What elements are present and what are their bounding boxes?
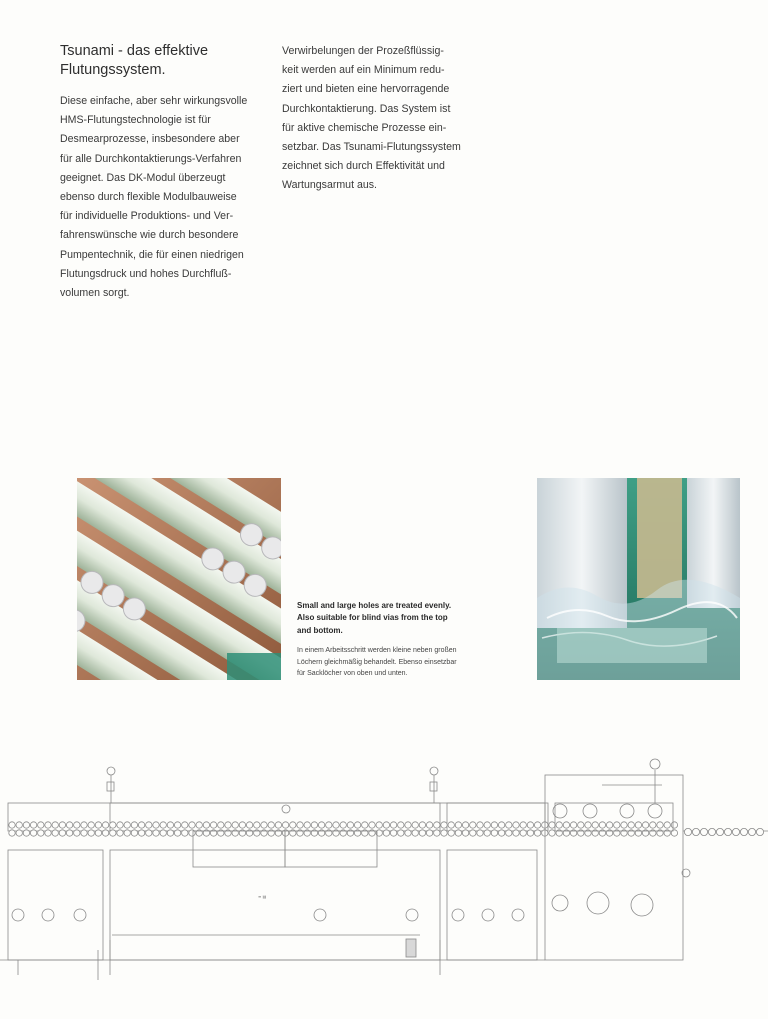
- roller-mark: [124, 822, 130, 828]
- roller-mark: [434, 830, 440, 836]
- text-line: keit werden auf ein Minimum redu-: [282, 64, 445, 77]
- roller-mark: [182, 830, 188, 836]
- roller-mark: [95, 830, 101, 836]
- text-line: Flutungsdruck und hohes Durchfluß-: [60, 267, 232, 280]
- text-line: ebenso durch flexible Modulbauweise: [60, 191, 237, 204]
- text-line: Diese einfache, aber sehr wirkungsvolle: [60, 95, 248, 107]
- roller-mark: [549, 822, 555, 828]
- roller-mark: [650, 822, 656, 828]
- roller-mark: [318, 822, 324, 828]
- roller-mark: [102, 822, 108, 828]
- roller-mark: [534, 822, 540, 828]
- roller-mark: [311, 822, 317, 828]
- roller-mark: [470, 822, 476, 828]
- photo-roller-conveyor: [77, 478, 281, 680]
- roller-mark: [549, 830, 555, 836]
- roller-mark: [146, 822, 152, 828]
- roller-mark: [333, 822, 339, 828]
- roller-mark: [513, 822, 519, 828]
- roller-mark: [419, 830, 425, 836]
- roller-mark: [225, 822, 231, 828]
- roller-mark: [88, 822, 94, 828]
- roller-mark: [592, 822, 598, 828]
- roller-mark: [16, 822, 22, 828]
- roller-mark: [426, 822, 432, 828]
- caption-line: Löchern gleichmäßig behandelt. Ebenso einsetzbar: [297, 658, 457, 666]
- roller-mark: [563, 822, 569, 828]
- roller-mark: [347, 822, 353, 828]
- roller-mark: [95, 822, 101, 828]
- roller-mark: [362, 822, 368, 828]
- roller-mark: [513, 830, 519, 836]
- roller-mark: [81, 822, 87, 828]
- roller-mark: [340, 822, 346, 828]
- roller-mark: [724, 828, 731, 835]
- roller-mark: [599, 822, 605, 828]
- text-column-right: [282, 42, 482, 196]
- roller-mark: [520, 822, 526, 828]
- roller-mark: [45, 822, 51, 828]
- roller-mark: [23, 822, 29, 828]
- roller-mark: [448, 822, 454, 828]
- roller-mark: [174, 830, 180, 836]
- roller-mark: [153, 830, 159, 836]
- roller-mark: [470, 830, 476, 836]
- roller-mark: [38, 830, 44, 836]
- process-schematic: [0, 755, 768, 985]
- text-line: für individuelle Produktions- und Ver-: [60, 210, 234, 223]
- roller-mark: [74, 822, 80, 828]
- roller-mark: [556, 822, 562, 828]
- roller-mark: [398, 830, 404, 836]
- roller-mark: [354, 822, 360, 828]
- roller-mark: [9, 830, 15, 836]
- roller-mark: [131, 822, 137, 828]
- roller-mark: [268, 822, 274, 828]
- roller-mark: [700, 828, 707, 835]
- roller-mark: [484, 822, 490, 828]
- roller-mark: [9, 822, 15, 828]
- roller-mark: [304, 822, 310, 828]
- roller-mark: [160, 830, 166, 836]
- roller-mark: [412, 822, 418, 828]
- roller-mark: [160, 822, 166, 828]
- roller-mark: [52, 830, 58, 836]
- roller-mark: [455, 830, 461, 836]
- text-line: ziert und bieten eine hervorragende: [282, 83, 450, 96]
- roller-mark: [412, 830, 418, 836]
- process-line-diagram: [0, 755, 768, 985]
- roller-mark: [383, 830, 389, 836]
- roller-mark: [692, 828, 699, 835]
- roller-mark: [491, 830, 497, 836]
- roller-mark: [748, 828, 755, 835]
- roller-mark: [138, 830, 144, 836]
- caption-line: für Sacklöcher von oben und unten.: [297, 670, 408, 678]
- roller-illustration: [77, 478, 281, 680]
- roller-mark: [153, 822, 159, 828]
- roller-mark: [30, 822, 36, 828]
- roller-mark: [628, 822, 634, 828]
- roller-mark: [419, 822, 425, 828]
- roller-mark: [146, 830, 152, 836]
- roller-mark: [448, 830, 454, 836]
- roller-mark: [441, 830, 447, 836]
- roller-mark: [716, 828, 723, 835]
- roller-mark: [405, 822, 411, 828]
- roller-mark: [405, 830, 411, 836]
- text-line: setzbar. Das Tsunami-Flutungssystem: [282, 141, 461, 154]
- roller-mark: [196, 822, 202, 828]
- roller-mark: [498, 830, 504, 836]
- roller-mark: [520, 830, 526, 836]
- caption-line: and bottom.: [297, 625, 343, 635]
- roller-mark: [506, 822, 512, 828]
- text-line: Desmearprozesse, insbesondere aber: [60, 133, 240, 146]
- roller-mark: [369, 822, 375, 828]
- roller-mark: [477, 830, 483, 836]
- roller-mark: [498, 822, 504, 828]
- roller-mark: [45, 830, 51, 836]
- roller-mark: [462, 822, 468, 828]
- caption-line: Also suitable for blind vias from the top: [297, 613, 448, 623]
- roller-mark: [664, 822, 670, 828]
- roller-mark: [642, 822, 648, 828]
- roller-mark: [326, 822, 332, 828]
- roller-mark: [261, 822, 267, 828]
- text-column-left: [60, 42, 275, 303]
- roller-mark: [59, 822, 65, 828]
- roller-mark: [441, 822, 447, 828]
- roller-mark: [477, 822, 483, 828]
- caption-line: Small and large holes are treated evenly.: [297, 601, 452, 610]
- flood-illustration: [537, 478, 740, 680]
- roller-mark: [434, 822, 440, 828]
- roller-mark: [297, 822, 303, 828]
- roller-mark: [462, 830, 468, 836]
- roller-mark: [203, 822, 209, 828]
- roller-mark: [684, 828, 691, 835]
- roller-mark: [506, 830, 512, 836]
- roller-mark: [102, 830, 108, 836]
- roller-mark: [110, 830, 116, 836]
- roller-mark: [246, 822, 252, 828]
- roller-mark: [671, 822, 677, 828]
- roller-mark: [398, 822, 404, 828]
- roller-mark: [167, 830, 173, 836]
- roller-mark: [59, 830, 65, 836]
- roller-mark: [275, 822, 281, 828]
- text-line: volumen sorgt.: [60, 287, 130, 300]
- roller-mark: [23, 830, 29, 836]
- roller-mark: [585, 822, 591, 828]
- roller-mark: [614, 822, 620, 828]
- svg-text:≡ ▤: ≡ ▤: [258, 894, 267, 899]
- roller-mark: [657, 822, 663, 828]
- roller-mark: [455, 822, 461, 828]
- roller-mark: [708, 828, 715, 835]
- roller-mark: [534, 830, 540, 836]
- text-line: Durchkontaktierung. Das System ist: [282, 102, 451, 115]
- roller-mark: [426, 830, 432, 836]
- roller-mark: [578, 822, 584, 828]
- caption-english: [297, 600, 507, 637]
- text-line: für alle Durchkontaktierungs-Verfahren: [60, 152, 242, 165]
- roller-mark: [383, 822, 389, 828]
- caption-german: [297, 645, 507, 680]
- roller-mark: [124, 830, 130, 836]
- roller-mark: [239, 822, 245, 828]
- roller-mark: [527, 822, 533, 828]
- heading-line: Flutungssystem.: [60, 62, 166, 78]
- text-line: für aktive chemische Prozesse ein-: [282, 121, 447, 134]
- roller-mark: [66, 830, 72, 836]
- roller-mark: [740, 828, 747, 835]
- roller-mark: [74, 830, 80, 836]
- paragraph-right: [282, 42, 482, 196]
- roller-mark: [390, 830, 396, 836]
- text-line: Wartungsarmut aus.: [282, 179, 377, 192]
- roller-mark: [527, 830, 533, 836]
- heading-line: Tsunami - das effektive: [60, 43, 209, 59]
- roller-mark: [182, 822, 188, 828]
- roller-mark: [167, 822, 173, 828]
- roller-mark: [66, 822, 72, 828]
- text-line: Verwirbelungen der Prozeßflüssig-: [282, 45, 444, 57]
- text-line: HMS-Flutungstechnologie ist für: [60, 114, 211, 127]
- roller-mark: [138, 822, 144, 828]
- roller-mark: [88, 830, 94, 836]
- roller-mark: [38, 822, 44, 828]
- article-heading: [60, 42, 275, 80]
- roller-mark: [254, 822, 260, 828]
- text-line: geeignet. Das DK-Modul überzeugt: [60, 171, 226, 184]
- photo-flooding-tank: [537, 478, 740, 680]
- roller-mark: [131, 830, 137, 836]
- roller-mark: [232, 822, 238, 828]
- roller-mark: [174, 822, 180, 828]
- roller-mark: [756, 828, 763, 835]
- roller-mark: [117, 830, 123, 836]
- roller-mark: [189, 822, 195, 828]
- roller-mark: [606, 822, 612, 828]
- roller-mark: [484, 830, 490, 836]
- caption-line: In einem Arbeitsschritt werden kleine neben großen: [297, 647, 457, 655]
- text-line: fahrenswünsche wie durch besondere: [60, 229, 239, 242]
- roller-mark: [732, 828, 739, 835]
- photo-caption: [297, 600, 507, 680]
- text-line: zeichnet sich durch Effektivität und: [282, 160, 445, 173]
- text-line: Pumpentechnik, die für einen niedrigen: [60, 248, 244, 261]
- roller-mark: [390, 822, 396, 828]
- roller-mark: [570, 822, 576, 828]
- roller-mark: [210, 822, 216, 828]
- roller-mark: [621, 822, 627, 828]
- roller-mark: [491, 822, 497, 828]
- roller-mark: [635, 822, 641, 828]
- roller-mark: [376, 822, 382, 828]
- roller-mark: [290, 822, 296, 828]
- paragraph-left: [60, 92, 275, 303]
- roller-mark: [110, 822, 116, 828]
- roller-mark: [52, 822, 58, 828]
- roller-mark: [117, 822, 123, 828]
- roller-mark: [30, 830, 36, 836]
- roller-mark: [218, 822, 224, 828]
- roller-mark: [81, 830, 87, 836]
- pump-icon: [12, 892, 653, 921]
- roller-mark: [16, 830, 22, 836]
- roller-mark: [282, 822, 288, 828]
